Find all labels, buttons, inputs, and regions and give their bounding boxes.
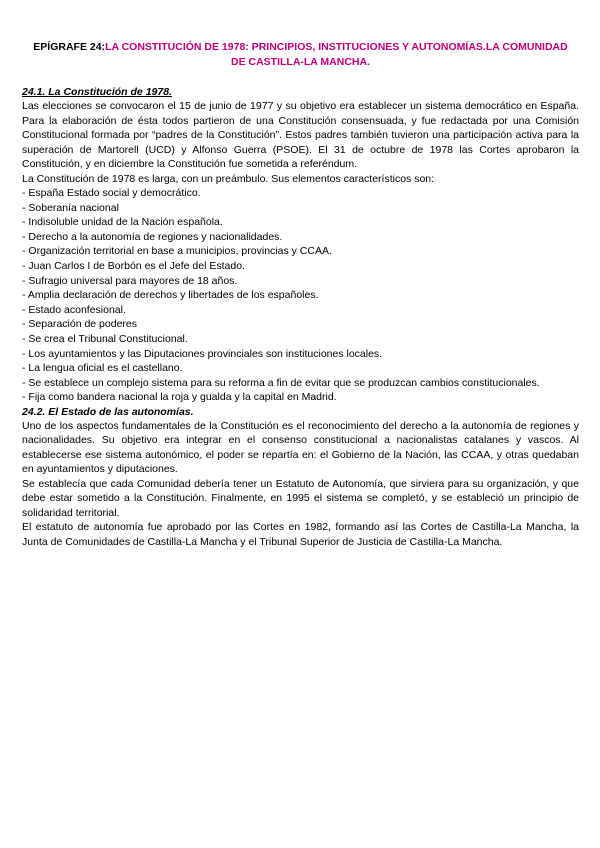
section-2-heading: 24.2. El Estado de las autonomías. [22, 405, 194, 418]
title-prefix: EPÍGRAFE 24: [33, 41, 106, 53]
title-accent: LA CONSTITUCIÓN DE 1978: PRINCIPIOS, INSTITUCIONES Y AUTONOMÍAS.LA COMUNIDAD DE CASTILLA-LA MANCHA. [105, 41, 568, 68]
list-item: - Fija como bandera nacional la roja y gualda y la capital en Madrid. [22, 391, 337, 404]
characteristics-list [22, 186, 579, 405]
list-item: - Sufragio universal para mayores de 18 años. [22, 274, 238, 287]
list-item: - Se crea el Tribunal Constitucional. [22, 332, 188, 345]
section-1-paragraph-1: Las elecciones se convocaron el 15 de junio de 1977 y su objetivo era establecer un sistema democrático en España. Para la elaboración de ésta todos partieron de una Constitución consensuada, y fue redactada por una Comisión Constitucional formada por “padres de la Constitución”. Estos padres también tuvieron una participación activa para la superación de Martorell (UCD) y Alfonso Guerra (PSOE). El 31 de octubre de 1978 las Cortes aprobaron la Constitución, y en diciembre la Constitución fue sometida a referéndum. [22, 100, 579, 170]
list-item: - Juan Carlos I de Borbón es el Jefe del Estado. [22, 259, 245, 272]
document-title [22, 40, 579, 70]
document-page [22, 40, 579, 549]
section-1-heading: 24.1. La Constitución de 1978. [22, 86, 172, 98]
section-2-paragraph-2: Se establecía que cada Comunidad debería tener un Estatuto de Autonomía, que sirviera para su organización, y que debe estar sometido a la Constitución. Finalmente, en 1995 el sistema se completó, y se estableció un principio de solidaridad territorial. [22, 477, 579, 519]
list-item: - Separación de poderes [22, 318, 137, 331]
list-item: - Derecho a la autonomía de regiones y nacionalidades. [22, 230, 283, 243]
section-2-paragraph-3: El estatuto de autonomía fue aprobado por las Cortes en 1982, formando así las Cortes de Castilla-La Mancha, la Junta de Comunidades de Castilla-La Mancha y el Tribunal Superior de Justicia de Castilla-La Mancha. [22, 521, 579, 548]
list-item: - Organización territorial en base a municipios, provincias y CCAA. [22, 245, 332, 258]
list-item: - España Estado social y democrático. [22, 187, 201, 199]
list-item: - Soberanía nacional [22, 201, 119, 214]
list-item: - Indisoluble unidad de la Nación española. [22, 216, 223, 229]
list-item: - Los ayuntamientos y las Diputaciones provinciales son instituciones locales. [22, 347, 383, 360]
section-2-paragraph-1: Uno de los aspectos fundamentales de la Constitución es el reconocimiento del derecho a la autonomía de regiones y nacionalidades. Su objetivo era integrar en el consenso constitucional a nacionalistas catalanes y vascos. Al establecerse ese sistema autonómico, el poder se repartía en: el Gobierno de la Nación, las CCAA, y otras quedaban en ayuntamientos y diputaciones. [22, 419, 579, 476]
list-item: - La lengua oficial es el castellano. [22, 362, 183, 375]
list-item: - Estado aconfesional. [22, 303, 126, 316]
section-1-paragraph-2: La Constitución de 1978 es larga, con un preámbulo. Sus elementos característicos son: [22, 172, 435, 185]
list-item: - Amplia declaración de derechos y libertades de los españoles. [22, 289, 319, 302]
list-item: - Se establece un complejo sistema para su reforma a fin de evitar que se produzcan cambios constitucionales. [22, 376, 540, 389]
